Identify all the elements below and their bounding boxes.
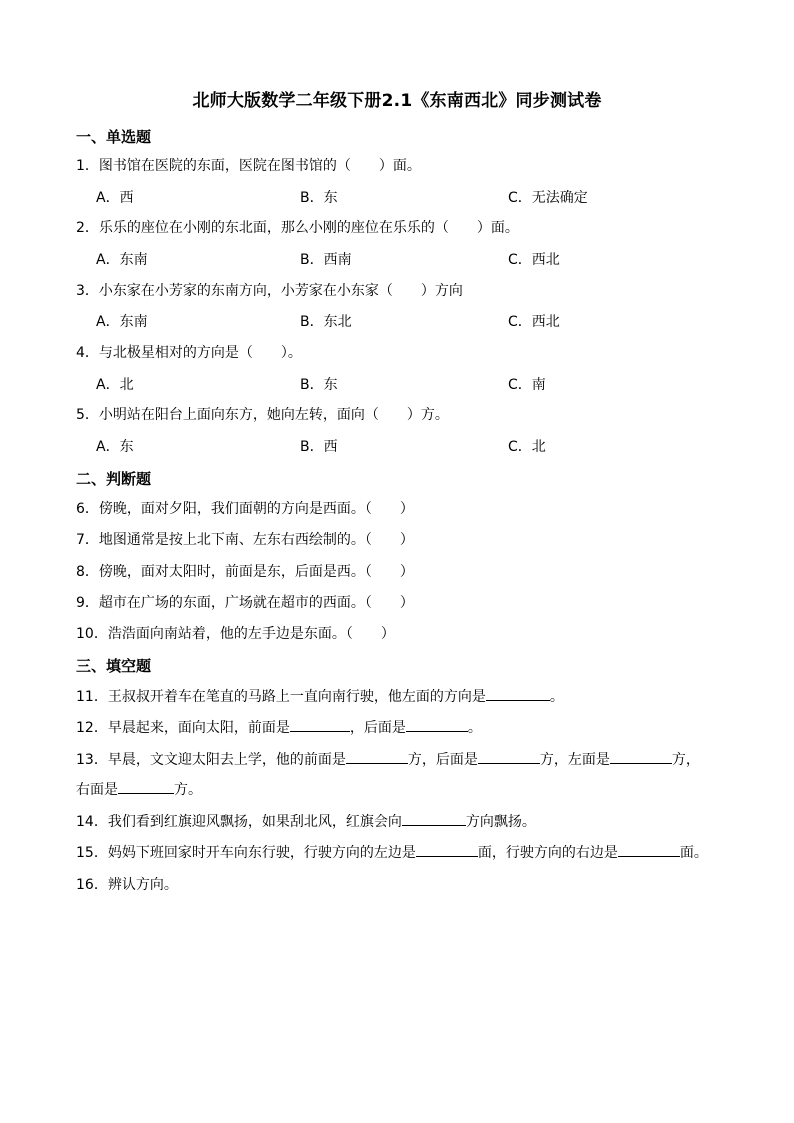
q13-text-a: 13．早晨，文文迎太阳去上学，他的前面是 (76, 752, 346, 768)
question-9: 9．超市在广场的东面，广场就在超市的西面。（ ） (76, 595, 414, 611)
answer-blank[interactable] (478, 749, 540, 764)
q1-option-c: C．无法确定 (508, 190, 588, 206)
q15-text-b: 面，行驶方向的右边是 (477, 845, 618, 861)
answer-blank[interactable] (346, 749, 408, 764)
q1-option-b: B．东 (300, 190, 338, 206)
q3-option-b: B．东北 (300, 314, 352, 330)
q13-text-b: 方，后面是 (407, 752, 478, 768)
q12-text-b: ，后面是 (349, 720, 406, 736)
question-3: 3．小东家在小芳家的东南方向，小芳家在小东家（ ）方向 (76, 283, 463, 299)
question-2: 2．乐乐的座位在小刚的东北面，那么小刚的座位在乐乐的（ ）面。 (76, 220, 519, 236)
q2-option-c: C．西北 (508, 252, 560, 268)
answer-blank[interactable] (416, 842, 478, 857)
answer-blank[interactable] (618, 842, 680, 857)
answer-blank[interactable] (406, 717, 468, 732)
q11-end: 。 (549, 689, 564, 705)
page-title: 北师大版数学二年级下册2.1《东南西北》同步测试卷 (192, 91, 602, 111)
q4-option-a: A．北 (96, 377, 134, 393)
q15-text-c: 面。 (679, 845, 708, 861)
question-4: 4．与北极星相对的方向是（ ）。 (76, 345, 302, 361)
q2-option-b: B．西南 (300, 252, 352, 268)
q14-text-a: 14．我们看到红旗迎风飘扬，如果刮北风，红旗会向 (76, 814, 402, 830)
q11-text: 11．王叔叔开着车在笔直的马路上一直向南行驶，他左面的方向是 (76, 689, 486, 705)
q12-text-a: 12．早晨起来，面向太阳，前面是 (76, 720, 290, 736)
q5-option-c: C．北 (508, 439, 546, 455)
q4-option-c: C．南 (508, 377, 546, 393)
q1-option-a: A．西 (96, 190, 134, 206)
section-heading-true-false: 二、判断题 (76, 470, 152, 488)
answer-blank[interactable] (486, 686, 550, 701)
question-8: 8．傍晚，面对太阳时，前面是东，后面是西。（ ） (76, 564, 414, 580)
question-16: 16．辨认方向。 (76, 877, 178, 893)
answer-blank[interactable] (290, 717, 350, 732)
section-heading-single-choice: 一、单选题 (76, 128, 152, 146)
question-13 (76, 749, 700, 769)
question-12 (76, 717, 482, 737)
q13-text-d: 方， (671, 752, 700, 768)
question-1: 1．图书馆在医院的东面，医院在图书馆的（ ）面。 (76, 158, 421, 174)
q14-text-b: 方向飘扬。 (465, 814, 536, 830)
answer-blank[interactable] (402, 811, 466, 826)
question-5: 5．小明站在阳台上面向东方，她向左转，面向（ ）方。 (76, 407, 449, 423)
question-11 (76, 686, 564, 706)
q15-text-a: 15．妈妈下班回家时开车向东行驶，行驶方向的左边是 (76, 845, 416, 861)
q13-text-e: 右面是 (76, 782, 118, 798)
section-heading-fill-blank: 三、填空题 (76, 657, 152, 675)
q3-option-a: A．东南 (96, 314, 148, 330)
q12-text-c: 。 (467, 720, 482, 736)
question-7: 7．地图通常是按上北下南、左东右西绘制的。（ ） (76, 532, 414, 548)
q5-option-b: B．西 (300, 439, 338, 455)
q2-option-a: A．东南 (96, 252, 148, 268)
question-13-continued (76, 779, 202, 799)
answer-blank[interactable] (610, 749, 672, 764)
q13-text-c: 方，左面是 (539, 752, 610, 768)
answer-blank[interactable] (118, 779, 174, 794)
question-6: 6．傍晚，面对夕阳，我们面朝的方向是西面。（ ） (76, 501, 414, 517)
q4-option-b: B．东 (300, 377, 338, 393)
question-14 (76, 811, 536, 831)
question-15 (76, 842, 708, 862)
q13-text-f: 方。 (174, 782, 202, 798)
q3-option-c: C．西北 (508, 314, 560, 330)
question-10: 10．浩浩面向南站着，他的左手边是东面。（ ） (76, 626, 395, 642)
q5-option-a: A．东 (96, 439, 134, 455)
